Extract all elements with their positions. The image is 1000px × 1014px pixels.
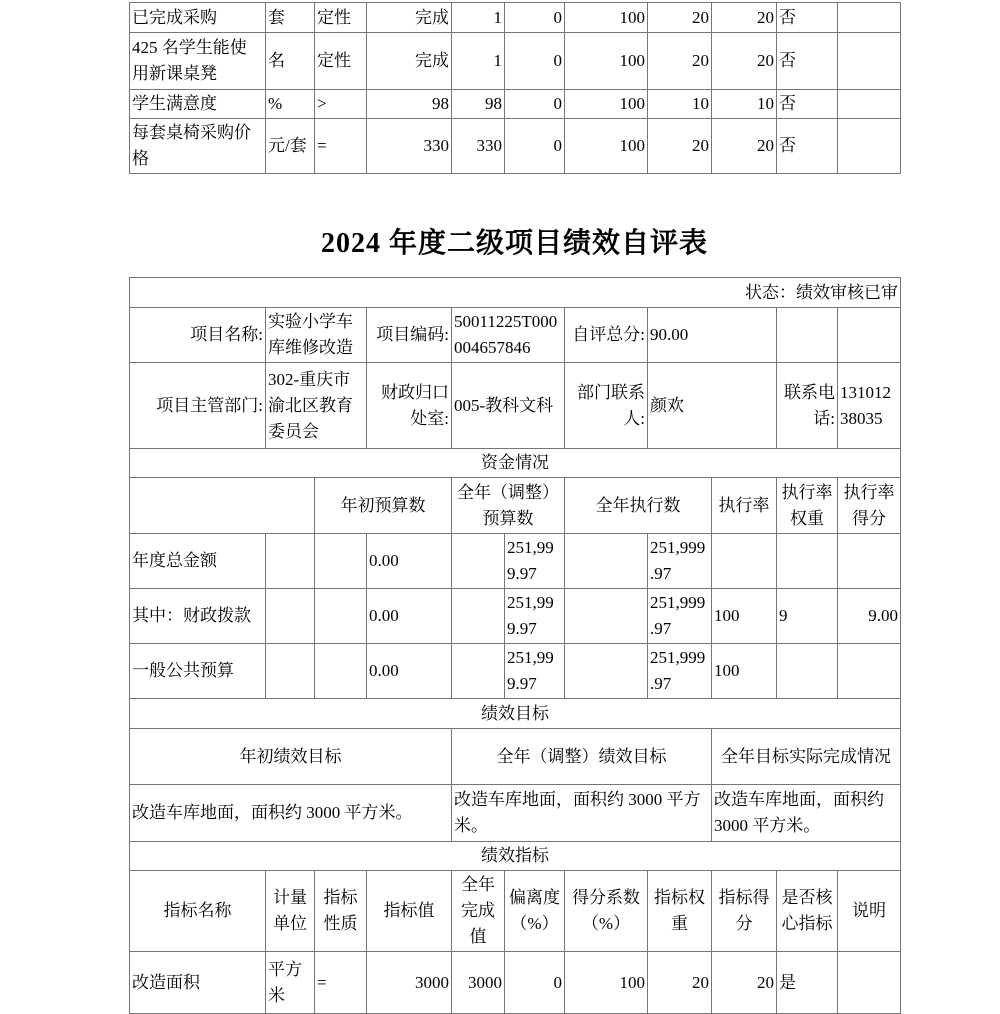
indicator-target-cell: 3000 [367, 952, 452, 1014]
funds-header-initial: 年初预算数 [315, 478, 452, 534]
indicator-weight-cell: 20 [648, 119, 712, 174]
project-name-label: 项目名称: [130, 308, 266, 363]
indicator-score-cell: 20 [712, 3, 777, 33]
indicator-target-cell: 完成 [367, 33, 452, 90]
goal-adjusted-value: 改造车库地面，面积约 3000 平方米。 [452, 785, 712, 842]
goals-value-row [130, 785, 901, 842]
indicator-deviation-cell: 0 [505, 33, 565, 90]
funds-row-total [130, 534, 901, 589]
indicators-header-coefficient: 得分系数（%） [565, 871, 648, 952]
table-row [130, 33, 901, 90]
indicator-target-cell: 330 [367, 119, 452, 174]
indicator-coefficient-cell: 100 [565, 119, 648, 174]
empty-cell [315, 644, 367, 699]
indicator-deviation-cell: 0 [505, 952, 565, 1014]
indicator-note-cell [838, 3, 901, 33]
indicators-header-score: 指标得分 [712, 871, 777, 952]
indicator-coefficient-cell: 100 [565, 33, 648, 90]
goals-header-actual: 全年目标实际完成情况 [712, 729, 901, 785]
empty-cell [838, 308, 901, 363]
table-row [130, 119, 901, 174]
indicators-header-unit: 计量单位 [266, 871, 315, 952]
project-code-label: 项目编码: [367, 308, 452, 363]
indicator-name-cell: 改造面积 [130, 952, 266, 1014]
fund-rate [712, 534, 777, 589]
indicator-score-cell: 20 [712, 33, 777, 90]
fund-executed: 251,999.97 [648, 589, 712, 644]
indicator-deviation-cell: 0 [505, 119, 565, 174]
indicators-section-row [130, 842, 901, 871]
indicator-nature-cell: > [315, 90, 367, 119]
fund-rate-score [838, 644, 901, 699]
dept-label: 项目主管部门: [130, 363, 266, 449]
fund-executed: 251,999.97 [648, 534, 712, 589]
indicator-core-cell: 是 [777, 952, 838, 1014]
empty-cell [452, 589, 505, 644]
goals-section-row [130, 699, 901, 729]
indicator-note-cell [838, 33, 901, 90]
indicators-header-weight: 指标权重 [648, 871, 712, 952]
indicator-note-cell [838, 952, 901, 1014]
indicators-header-actual: 全年完成值 [452, 871, 505, 952]
table-row [130, 3, 901, 33]
indicator-unit-cell: 元/套 [266, 119, 315, 174]
goal-initial-value: 改造车库地面，面积约 3000 平方米。 [130, 785, 452, 842]
indicator-deviation-cell: 0 [505, 3, 565, 33]
fund-executed: 251,999.97 [648, 644, 712, 699]
empty-cell [565, 534, 648, 589]
funds-header-rate: 执行率 [712, 478, 777, 534]
indicator-note-cell [838, 90, 901, 119]
indicator-weight-cell: 20 [648, 952, 712, 1014]
empty-cell [130, 478, 315, 534]
fund-rate-weight [777, 644, 838, 699]
fund-label: 年度总金额 [130, 534, 266, 589]
indicator-weight-cell: 20 [648, 33, 712, 90]
indicator-unit-cell: 套 [266, 3, 315, 33]
page-title: 2024 年度二级项目绩效自评表 [320, 228, 708, 259]
indicator-coefficient-cell: 100 [565, 3, 648, 33]
goals-header-adjusted: 全年（调整）绩效目标 [452, 729, 712, 785]
dept-value: 302-重庆市渝北区教育委员会 [266, 363, 367, 449]
indicator-target-cell: 完成 [367, 3, 452, 33]
indicators-header-note: 说明 [838, 871, 901, 952]
indicator-core-cell: 否 [777, 3, 838, 33]
indicators-section-title: 绩效指标 [130, 842, 901, 871]
indicator-core-cell: 否 [777, 90, 838, 119]
indicator-core-cell: 否 [777, 119, 838, 174]
status-row [130, 278, 901, 308]
self-score-label: 自评总分: [565, 308, 648, 363]
contact-label: 部门联系人: [565, 363, 648, 449]
empty-cell [266, 644, 315, 699]
funds-row-public-budget [130, 644, 901, 699]
fund-rate-weight [777, 534, 838, 589]
empty-cell [266, 589, 315, 644]
status-badge: 状态：绩效审核已审 [130, 278, 901, 308]
fund-initial: 0.00 [367, 589, 452, 644]
fund-initial: 0.00 [367, 534, 452, 589]
indicators-header-target: 指标值 [367, 871, 452, 952]
funds-section-row [130, 449, 901, 478]
indicator-score-cell: 10 [712, 90, 777, 119]
indicators-header-core: 是否核心指标 [777, 871, 838, 952]
contact-value: 颜欢 [648, 363, 777, 449]
goals-section-title: 绩效目标 [130, 699, 901, 729]
indicators-header-deviation: 偏离度（%） [505, 871, 565, 952]
project-info-row [130, 308, 901, 363]
indicator-nature-cell: = [315, 952, 367, 1014]
indicator-core-cell: 否 [777, 33, 838, 90]
indicator-weight-cell: 20 [648, 3, 712, 33]
project-name-value: 实验小学车库维修改造 [266, 308, 367, 363]
goals-header-row [130, 729, 901, 785]
indicator-score-cell: 20 [712, 119, 777, 174]
indicator-nature-cell: = [315, 119, 367, 174]
fund-adjusted: 251,999.97 [505, 644, 565, 699]
indicator-coefficient-cell: 100 [565, 952, 648, 1014]
fund-label: 其中：财政拨款 [130, 589, 266, 644]
fund-label: 一般公共预算 [130, 644, 266, 699]
project-dept-row [130, 363, 901, 449]
indicator-name-cell: 学生满意度 [130, 90, 266, 119]
office-value: 005-教科文科 [452, 363, 565, 449]
goals-header-initial: 年初绩效目标 [130, 729, 452, 785]
funds-header-row [130, 478, 901, 534]
funds-header-adjusted: 全年（调整）预算数 [452, 478, 565, 534]
funds-header-rate-weight: 执行率权重 [777, 478, 838, 534]
fund-rate-weight: 9 [777, 589, 838, 644]
empty-cell [452, 534, 505, 589]
indicator-nature-cell: 定性 [315, 3, 367, 33]
goal-actual-value: 改造车库地面，面积约 3000 平方米。 [712, 785, 901, 842]
funds-header-executed: 全年执行数 [565, 478, 712, 534]
fund-rate: 100 [712, 644, 777, 699]
indicator-deviation-cell: 0 [505, 90, 565, 119]
indicator-coefficient-cell: 100 [565, 90, 648, 119]
empty-cell [315, 589, 367, 644]
indicator-unit-cell: 平方米 [266, 952, 315, 1014]
indicator-weight-cell: 10 [648, 90, 712, 119]
indicator-actual-cell: 3000 [452, 952, 505, 1014]
fund-rate: 100 [712, 589, 777, 644]
empty-cell [452, 644, 505, 699]
fund-adjusted: 251,999.97 [505, 534, 565, 589]
indicator-actual-cell: 330 [452, 119, 505, 174]
fund-rate-score [838, 534, 901, 589]
office-label: 财政归口处室: [367, 363, 452, 449]
fund-adjusted: 251,999.97 [505, 589, 565, 644]
indicators-header-name: 指标名称 [130, 871, 266, 952]
empty-cell [565, 644, 648, 699]
fund-initial: 0.00 [367, 644, 452, 699]
indicator-name-cell: 425 名学生能使用新课桌凳 [130, 33, 266, 90]
top-indicator-table [129, 2, 901, 174]
funds-header-rate-score: 执行率得分 [838, 478, 901, 534]
indicator-data-row [130, 952, 901, 1014]
empty-cell [266, 534, 315, 589]
empty-cell [315, 534, 367, 589]
self-evaluation-table [129, 277, 901, 1014]
phone-label: 联系电话: [777, 363, 838, 449]
indicator-unit-cell: 名 [266, 33, 315, 90]
indicator-note-cell [838, 119, 901, 174]
empty-cell [565, 589, 648, 644]
indicator-nature-cell: 定性 [315, 33, 367, 90]
indicator-unit-cell: % [266, 90, 315, 119]
funds-section-title: 资金情况 [130, 449, 901, 478]
indicator-name-cell: 已完成采购 [130, 3, 266, 33]
indicators-header-nature: 指标性质 [315, 871, 367, 952]
empty-cell [777, 308, 838, 363]
indicator-score-cell: 20 [712, 952, 777, 1014]
indicator-name-cell: 每套桌椅采购价格 [130, 119, 266, 174]
indicator-actual-cell: 1 [452, 33, 505, 90]
phone-value: 13101238035 [838, 363, 901, 449]
indicators-header-row [130, 871, 901, 952]
self-score-value: 90.00 [648, 308, 777, 363]
indicator-actual-cell: 1 [452, 3, 505, 33]
fund-rate-score: 9.00 [838, 589, 901, 644]
project-code-value: 50011225T000004657846 [452, 308, 565, 363]
funds-row-fiscal [130, 589, 901, 644]
table-row [130, 90, 901, 119]
indicator-target-cell: 98 [367, 90, 452, 119]
indicator-actual-cell: 98 [452, 90, 505, 119]
